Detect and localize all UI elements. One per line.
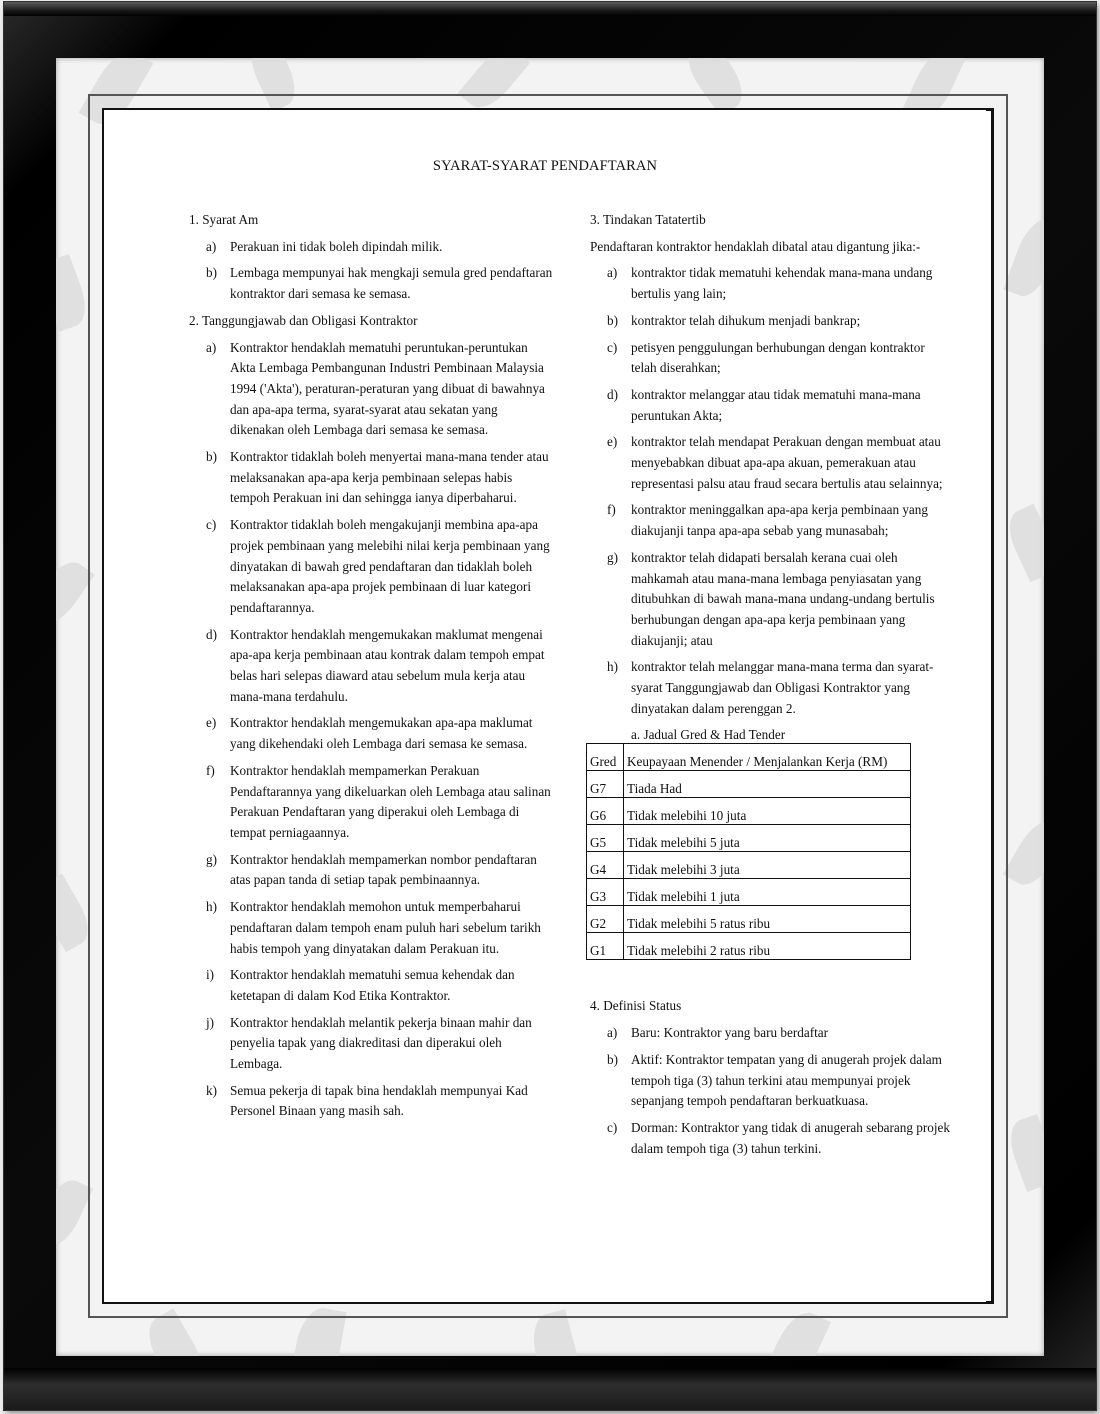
table-header-keupayaan: Keupayaan Menender / Menjalankan Kerja (RM) xyxy=(624,744,911,771)
list-item-label: g) xyxy=(607,549,618,565)
limit-cell: Tidak melebihi 2 ratus ribu xyxy=(624,933,911,960)
list-item xyxy=(590,311,950,332)
list-item-label: f) xyxy=(607,502,616,518)
list-item xyxy=(590,263,950,304)
grade-cell: G2 xyxy=(587,906,624,933)
list-item xyxy=(590,500,950,541)
section-1-list xyxy=(189,237,554,305)
list-item-text: Semua pekerja di tapak bina hendaklah mempunyai Kad Personel Binaan yang masih sah. xyxy=(230,1082,528,1119)
list-item xyxy=(590,338,950,379)
list-item-label: c) xyxy=(607,1119,618,1135)
list-item xyxy=(189,338,554,442)
grade-table xyxy=(586,743,911,960)
table-row xyxy=(587,771,911,798)
limit-cell: Tidak melebihi 1 juta xyxy=(624,879,911,906)
list-item-label: e) xyxy=(607,434,618,450)
list-item xyxy=(189,850,554,891)
list-item xyxy=(590,432,950,494)
list-item-text: Kontraktor hendaklah mempamerkan nombor pendaftaran atas papan tanda di setiap tapak pembinaannya. xyxy=(230,851,537,888)
section-heading-tanggungjawab: 2. Tanggungjawab dan Obligasi Kontraktor xyxy=(189,312,418,328)
list-item-text: Lembaga mempunyai hak mengkaji semula gred pendaftaran kontraktor dari semasa ke semasa. xyxy=(230,265,553,302)
list-item-text: kontraktor telah melanggar mana-mana terma dan syarat-syarat Tanggungjawab dan Obligasi Kontraktor yang dinyatakan dalam perenggan 2. xyxy=(631,659,934,716)
grade-cell: G1 xyxy=(587,933,624,960)
list-item-label: d) xyxy=(607,386,618,402)
list-item-label: b) xyxy=(206,449,217,465)
list-item-label: a) xyxy=(607,265,618,281)
list-item-label: h) xyxy=(206,899,217,915)
table-header-gred: Gred xyxy=(587,744,624,771)
list-item-label: e) xyxy=(206,715,217,731)
list-item-text: Kontraktor tidaklah boleh mengakujanji membina apa-apa projek pembinaan yang melebihi nilai kerja pembinaan yang dinyatakan di bawah gred pendaftaran dan tidaklah boleh melaksanakan apa-apa projek pembinaan di luar kategori pendaftarannya. xyxy=(230,517,550,615)
limit-cell: Tidak melebihi 3 juta xyxy=(624,852,911,879)
list-item xyxy=(189,897,554,959)
list-item-text: kontraktor telah mendapat Perakuan dengan membuat atau menyebabkan dibuat apa-apa akuan, pemerakuan atau representasi palsu atau fraud secara bertulis atau selainnya; xyxy=(631,434,943,491)
list-item-label: h) xyxy=(607,659,618,675)
grade-cell: G4 xyxy=(587,852,624,879)
list-item xyxy=(189,761,554,844)
list-item-text: Kontraktor hendaklah mematuhi semua kehendak dan ketetapan di dalam Kod Etika Kontraktor. xyxy=(230,967,515,1003)
list-item-text: kontraktor telah didapati bersalah kerana cuai oleh mahkamah atau mana-mana lembaga penyiasatan yang ditubuhkan di bawah mana-mana undang-undang bertulis berhubungan dengan apa-apa kerja pembinaan yang diakujanji; atau xyxy=(631,549,935,648)
list-item-label: b) xyxy=(607,312,618,328)
list-item xyxy=(189,625,554,708)
list-item xyxy=(189,263,554,304)
list-item-text: kontraktor tidak mematuhi kehendak mana-mana undang bertulis yang lain; xyxy=(631,265,933,302)
section-2-list xyxy=(189,338,554,1123)
list-item-label: f) xyxy=(206,762,215,778)
list-item xyxy=(189,713,554,754)
leaf-pattern xyxy=(1003,1114,1044,1192)
list-item-label: j) xyxy=(206,1014,215,1030)
list-item-text: Kontraktor hendaklah mempamerkan Perakuan Pendaftarannya yang dikeluarkan oleh Lembaga atau salinan Perakuan Pendaftaran yang diperakui oleh Lembaga di tempat perniagaannya. xyxy=(230,762,551,840)
section-3-list xyxy=(590,263,950,719)
list-item-label: a) xyxy=(206,339,217,355)
list-item xyxy=(189,1013,554,1075)
list-item-text: Aktif: Kontraktor tempatan yang di anugerah projek dalam tempoh tiga (3) tahun terkini atau mempunyai projek sepanjang tempoh pendaftaran berkuatkuasa. xyxy=(631,1051,942,1109)
table-row xyxy=(587,825,911,852)
grade-cell: G6 xyxy=(587,798,624,825)
list-item-text: Kontraktor hendaklah melantik pekerja binaan mahir dan penyelia tapak yang diakreditasi dan diperakui oleh Lembaga. xyxy=(230,1014,532,1072)
list-item-text: Kontraktor hendaklah memohon untuk memperbaharui pendaftaran dalam tempoh enam puluh hari sebelum tarikh habis tempoh yang dinyatakan dalam Perakuan itu. xyxy=(230,899,541,956)
list-item-text: kontraktor meninggalkan apa-apa kerja pembinaan yang diakujanji tanpa apa-apa sebab yang munasabah; xyxy=(631,502,928,539)
list-item-text: kontraktor melanggar atau tidak mematuhi mana-mana peruntukan Akta; xyxy=(631,386,921,423)
list-item-label: d) xyxy=(206,626,217,642)
list-item xyxy=(590,1050,950,1112)
right-column xyxy=(590,210,950,1165)
list-item-label: a) xyxy=(206,238,217,254)
table-row xyxy=(587,906,911,933)
list-item xyxy=(590,1118,950,1159)
leaf-pattern xyxy=(1003,214,1044,301)
limit-cell: Tidak melebihi 5 juta xyxy=(624,825,911,852)
table-row xyxy=(587,879,911,906)
frame-top-bevel xyxy=(4,2,1096,16)
certificate-page xyxy=(104,110,986,1302)
list-item xyxy=(590,657,950,719)
list-item xyxy=(189,1081,554,1122)
table-row xyxy=(587,852,911,879)
list-item-label: b) xyxy=(607,1051,618,1067)
list-item-label: c) xyxy=(206,517,217,533)
list-item-label: g) xyxy=(206,851,217,867)
limit-cell: Tidak melebihi 5 ratus ribu xyxy=(624,906,911,933)
section-4-list xyxy=(590,1023,950,1159)
list-item-text: Kontraktor hendaklah mengemukakan maklumat mengenai apa-apa kerja pembinaan atau kontrak dalam tempoh empat belas hari selepas diaward atau sebelum mula kerja atau mana-mana terdahulu. xyxy=(230,626,545,704)
list-item-label: a) xyxy=(607,1025,618,1041)
grade-cell: G3 xyxy=(587,879,624,906)
table-row xyxy=(587,933,911,960)
list-item xyxy=(189,237,554,258)
table-header-row xyxy=(587,744,911,771)
list-item-text: petisyen penggulungan berhubungan dengan kontraktor telah diserahkan; xyxy=(631,339,925,376)
section-heading-definisi-status: 4. Definisi Status xyxy=(590,998,682,1014)
grade-cell: G5 xyxy=(587,825,624,852)
grade-cell: G7 xyxy=(587,771,624,798)
frame-bottom-bevel xyxy=(4,1368,1096,1410)
page-title: SYARAT-SYARAT PENDAFTARAN xyxy=(432,158,658,174)
list-item-text: Baru: Kontraktor yang baru berdaftar xyxy=(631,1025,829,1041)
list-item-text: Kontraktor tidaklah boleh menyertai mana-mana tender atau melaksanakan apa-apa kerja pembinaan selepas habis tempoh Perakuan ini dan sehingga ianya diperbaharui. xyxy=(230,449,549,506)
list-item xyxy=(590,548,950,652)
list-item-text: Dorman: Kontraktor yang tidak di anugerah sebarang projek dalam tempoh tiga (3) tahun terkini. xyxy=(631,1119,950,1156)
list-item-text: Perakuan ini tidak boleh dipindah milik. xyxy=(230,238,443,254)
list-item-label: k) xyxy=(206,1082,217,1098)
section-heading-tindakan-tatatertib: 3. Tindakan Tatatertib xyxy=(590,212,706,227)
table-caption: a. Jadual Gred & Had Tender xyxy=(631,727,786,743)
list-item xyxy=(189,515,554,619)
section-3-intro: Pendaftaran kontraktor hendaklah dibatal atau digantung jika:- xyxy=(590,238,921,254)
section-heading-syarat-am: 1. Syarat Am xyxy=(189,212,259,227)
limit-cell: Tiada Had xyxy=(624,771,911,798)
left-column xyxy=(189,210,554,1128)
list-item-label: c) xyxy=(607,339,618,355)
list-item-text: kontraktor telah dihukum menjadi bankrap; xyxy=(631,312,861,328)
list-item xyxy=(189,447,554,509)
list-item-label: b) xyxy=(206,265,217,281)
limit-cell: Tidak melebihi 10 juta xyxy=(624,798,911,825)
list-item xyxy=(590,385,950,426)
list-item-label: i) xyxy=(206,967,215,983)
leaf-pattern xyxy=(1003,814,1044,893)
list-item xyxy=(590,1023,950,1044)
list-item-text: Kontraktor hendaklah mengemukakan apa-apa maklumat yang dikehendaki oleh Lembaga dari semasa ke semasa. xyxy=(230,715,533,752)
list-item-text: Kontraktor hendaklah mematuhi peruntukan-peruntukan Akta Lembaga Pembangunan Industri Pembinaan Malaysia 1994 ('Akta'), peraturan-peraturan yang dibuat di bawahnya dan apa-apa terma, syarat-syarat atau sekatan yang dikenakan oleh Lembaga dari semasa ke semasa. xyxy=(230,339,545,438)
list-item xyxy=(189,965,554,1006)
table-row xyxy=(587,798,911,825)
